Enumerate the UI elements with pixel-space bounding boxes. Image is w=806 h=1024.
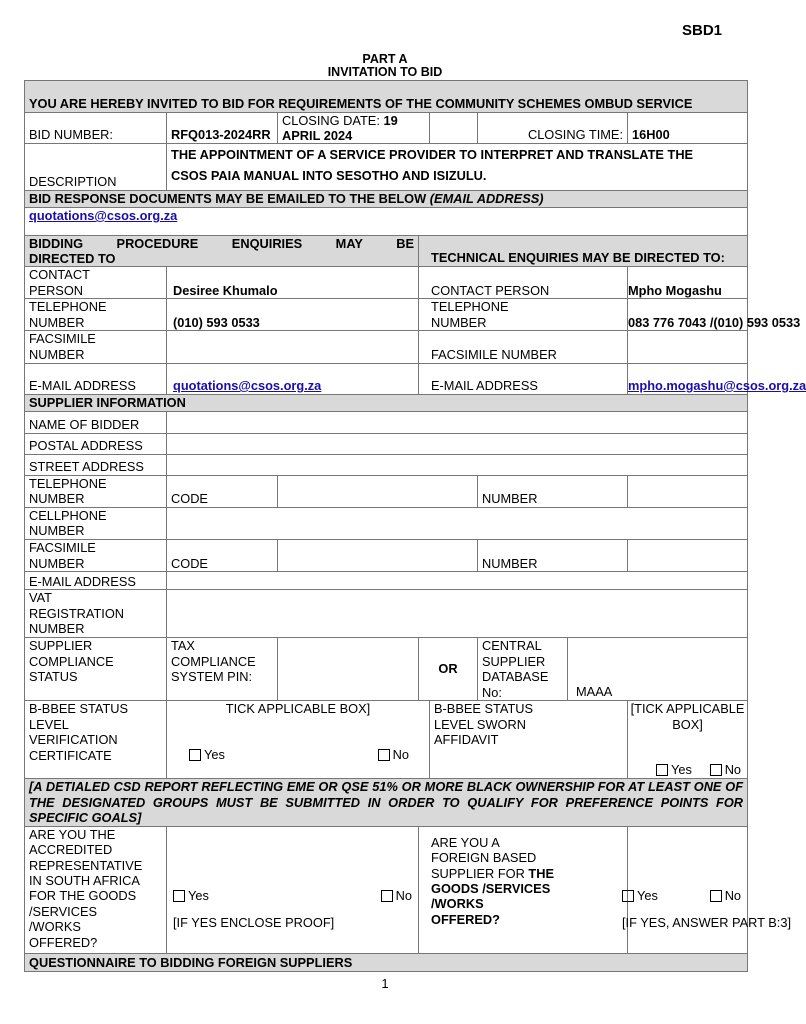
vat-label: VAT REGISTRATION NUMBER	[25, 590, 167, 638]
closing-time-label: CLOSING TIME:	[478, 113, 628, 144]
tech-email-label: E-MAIL ADDRESS	[419, 363, 628, 394]
postal-address-field[interactable]	[167, 433, 748, 454]
street-address-field[interactable]	[167, 454, 748, 475]
part-b-note: [IF YES, ANSWER PART B:3]	[622, 915, 792, 931]
cellphone-field[interactable]	[167, 507, 748, 539]
facsimile-label: FACSIMILE NUMBER	[25, 331, 167, 363]
checkbox-icon[interactable]	[378, 749, 390, 761]
tech-email-link[interactable]: mpho.mogashu@csos.org.za	[628, 377, 806, 393]
closing-date[interactable]: CLOSING DATE: 19 APRIL 2024	[278, 113, 430, 144]
tech-telephone-value[interactable]: 083 776 7043 /(010) 593 0533	[628, 299, 748, 331]
blank-cell	[430, 113, 478, 144]
checkbox-icon[interactable]	[381, 890, 393, 902]
tech-contact-value[interactable]: Mpho Mogashu	[628, 267, 748, 299]
tax-pin-field[interactable]	[278, 637, 419, 700]
foreign-options	[622, 826, 792, 953]
checkbox-icon[interactable]	[710, 890, 722, 902]
telephone-number-label: NUMBER	[478, 475, 628, 507]
bidding-enquiries-heading: BIDDING PROCEDURE ENQUIRIES MAY BE DIRECTED TO	[25, 236, 419, 267]
facsimile-number-field[interactable]	[628, 539, 748, 571]
telephone-value[interactable]: (010) 593 0533	[167, 299, 419, 331]
bidding-email-link[interactable]: quotations@csos.org.za	[173, 377, 322, 393]
questionnaire-heading: QUESTIONNAIRE TO BIDDING FOREIGN SUPPLIERS	[25, 953, 748, 971]
bid-number-value[interactable]: RFQ013-2024RR	[167, 113, 278, 144]
invite-heading: YOU ARE HEREBY INVITED TO BID FOR REQUIREMENTS OF THE COMMUNITY SCHEMES OMBUD SERVICE	[25, 81, 748, 113]
email-label: E-MAIL ADDRESS	[25, 363, 167, 394]
foreign-yes-option[interactable]: Yes	[622, 888, 658, 904]
telephone-number-field[interactable]	[628, 475, 748, 507]
form-code: SBD1	[681, 22, 722, 39]
accredited-no-option[interactable]: No	[381, 888, 412, 904]
certificate-no-option[interactable]: No	[378, 747, 409, 763]
tech-email-cell	[628, 363, 806, 394]
supplier-email-field[interactable]	[167, 572, 748, 590]
checkbox-icon[interactable]	[189, 749, 201, 761]
cellphone-label: CELLPHONE NUMBER	[25, 507, 167, 539]
foreign-supplier-question: ARE YOU A FOREIGN BASED SUPPLIER FOR THE GOODS /SERVICES /WORKS OFFERED?	[419, 826, 628, 953]
description-value: THE APPOINTMENT OF A SERVICE PROVIDER TO INTERPRET AND TRANSLATE THE CSOS PAIA MANUAL INTO SESOTHO AND ISIZULU.	[167, 144, 748, 191]
bbbee-certificate-label: B-BBEE STATUS LEVEL VERIFICATION CERTIFICATE	[25, 700, 167, 778]
facsimile-value[interactable]	[167, 331, 419, 363]
contact-person-value[interactable]: Desiree Khumalo	[167, 267, 419, 299]
email-value-cell	[167, 363, 419, 394]
contact-person-label: CONTACT PERSON	[25, 267, 167, 299]
supplier-facsimile-label: FACSIMILE NUMBER	[25, 539, 167, 571]
bbbee-affidavit-options	[628, 700, 748, 778]
bbbee-affidavit-label: B-BBEE STATUS LEVEL SWORN AFFIDAVIT	[430, 700, 628, 778]
bid-number-label: BID NUMBER:	[25, 113, 167, 144]
bidder-name-label: NAME OF BIDDER	[25, 411, 167, 433]
telephone-label: TELEPHONE NUMBER	[25, 299, 167, 331]
csd-report-note: [A DETIALED CSD REPORT REFLECTING EME OR QSE 51% OR MORE BLACK OWNERSHIP FOR AT LEAST ONE OF THE DESIGNATED GROUPS MUST BE SUBMITTED IN ORDER TO QUALIFY FOR PREFERENCE POINTS FOR SPECIFIC GOALS]	[25, 778, 748, 826]
foreign-no-option[interactable]: No	[710, 888, 741, 904]
checkbox-icon[interactable]	[710, 764, 722, 776]
checkbox-icon[interactable]	[173, 890, 185, 902]
page-number: 1	[381, 976, 389, 991]
tech-facsimile-label: FACSIMILE NUMBER	[419, 331, 628, 363]
response-email-link[interactable]: quotations@csos.org.za	[29, 208, 178, 223]
affidavit-no-option[interactable]: No	[710, 762, 741, 778]
facsimile-code-label: CODE	[167, 539, 278, 571]
form-title: INVITATION TO BID	[327, 65, 443, 79]
csd-prefix: MAAA	[576, 684, 613, 700]
affidavit-yes-option[interactable]: Yes	[656, 762, 692, 778]
street-address-label: STREET ADDRESS	[25, 454, 167, 475]
certificate-yes-option[interactable]: Yes	[189, 747, 225, 763]
supplier-telephone-label: TELEPHONE NUMBER	[25, 475, 167, 507]
csd-label: CENTRAL SUPPLIER DATABASE No:	[478, 638, 568, 700]
closing-time-value[interactable]: 16H00	[628, 113, 748, 144]
accredited-question: ARE YOU THE ACCREDITED REPRESENTATIVE IN SOUTH AFRICA FOR THE GOODS /SERVICES /WORKS OFFERED?	[25, 826, 167, 953]
accredited-options	[167, 826, 419, 953]
telephone-code-label: CODE	[167, 475, 278, 507]
or-label: OR	[419, 637, 478, 700]
checkbox-icon[interactable]	[622, 890, 634, 902]
invitation-form	[24, 80, 806, 972]
telephone-code-field[interactable]	[278, 475, 478, 507]
tick-instruction: TICK APPLICABLE BOX]	[225, 700, 371, 716]
facsimile-number-label: NUMBER	[478, 539, 628, 571]
supplier-heading: SUPPLIER INFORMATION	[25, 394, 748, 411]
checkbox-icon[interactable]	[656, 764, 668, 776]
tax-pin-label: TAX COMPLIANCE SYSTEM PIN:	[167, 637, 278, 700]
csd-cell[interactable]	[478, 637, 748, 700]
technical-enquiries-heading: TECHNICAL ENQUIRIES MAY BE DIRECTED TO:	[419, 236, 748, 267]
tick-instruction: [TICK APPLICABLE BOX]	[630, 700, 745, 732]
tech-telephone-label: TELEPHONE NUMBER	[419, 299, 628, 331]
tech-facsimile-value[interactable]	[628, 331, 748, 363]
bbbee-certificate-options	[167, 700, 430, 778]
description-label: DESCRIPTION	[25, 144, 167, 191]
response-heading: BID RESPONSE DOCUMENTS MAY BE EMAILED TO THE BELOW (EMAIL ADDRESS)	[25, 191, 748, 208]
postal-address-label: POSTAL ADDRESS	[25, 433, 167, 454]
vat-field[interactable]	[167, 590, 748, 638]
tech-contact-label: CONTACT PERSON	[419, 267, 628, 299]
bidder-name-field[interactable]	[167, 411, 748, 433]
response-email-cell	[25, 208, 748, 236]
part-label: PART A	[362, 52, 408, 66]
compliance-label: SUPPLIER COMPLIANCE STATUS	[25, 637, 167, 700]
accredited-yes-option[interactable]: Yes	[173, 888, 209, 904]
proof-note: [IF YES ENCLOSE PROOF]	[173, 915, 335, 931]
supplier-email-label: E-MAIL ADDRESS	[25, 572, 167, 590]
facsimile-code-field[interactable]	[278, 539, 478, 571]
